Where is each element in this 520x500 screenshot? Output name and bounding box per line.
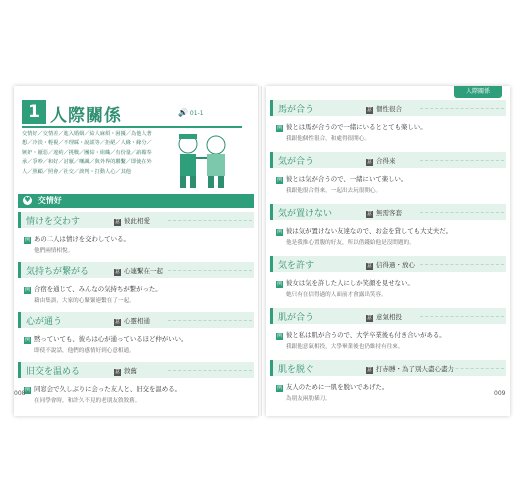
example-text: 黙っていても、彼らは心が通っているほど仲がいい。 — [34, 335, 188, 343]
example-tag-icon: 例 — [276, 281, 282, 287]
divider — [420, 108, 504, 109]
divider — [420, 368, 504, 369]
idiom-entry — [270, 308, 506, 354]
idiom-header — [270, 308, 506, 324]
example-tag-icon: 例 — [276, 125, 282, 131]
idiom-text: 気持ちが繋がる — [26, 267, 90, 277]
chapter-tab: 人際關係 — [454, 86, 502, 98]
divider — [168, 370, 252, 371]
idiom-meaning — [366, 312, 402, 322]
meaning-text: 個性很合 — [376, 105, 402, 113]
speaker-icon: 🔊 — [178, 108, 188, 117]
example-translation: 在同學會時，和許久不見的老朋友敘敘舊。 — [34, 398, 141, 404]
divider — [168, 270, 252, 271]
idiom-meaning — [114, 216, 150, 226]
idiom-header — [270, 360, 506, 376]
example-translation: 即使不說話，他們的感情好到心意相通。 — [34, 348, 135, 354]
divider — [420, 316, 504, 317]
example-translation: 他們兩情相悅。 — [34, 248, 74, 254]
example-sentence — [24, 284, 162, 294]
example-sentence — [276, 226, 452, 236]
example-sentence — [24, 384, 181, 394]
example-sentence — [24, 334, 187, 344]
audio-track[interactable] — [178, 108, 204, 117]
meaning-tag-icon: 意 — [366, 211, 372, 217]
left-page — [14, 86, 258, 416]
example-text: 彼は気が置けない友達なので、お金を貸しても大丈夫だ。 — [286, 227, 453, 235]
idiom-text: 気が合う — [278, 157, 315, 167]
chapter-header — [22, 100, 122, 124]
heart-icon: ♥ — [24, 196, 31, 204]
meaning-tag-icon: 意 — [366, 263, 372, 269]
example-text: 彼とは馬が合うので一緒にいるととても楽しい。 — [286, 123, 427, 131]
example-translation: 為朋友兩肋插刀。 — [286, 396, 331, 402]
meaning-text: 敘舊 — [124, 367, 137, 375]
idiom-text: 気を許す — [278, 261, 315, 271]
idiom-entry — [270, 100, 506, 146]
meaning-tag-icon: 意 — [366, 367, 372, 373]
chapter-intro-text: 交情好／交情差／進入婚姻／給人麻煩・困擾／為他人著想／冷淡・輕視／不理睬・說謊等／拒絕／人緣・緣分／嫉妒・厭惡／違約／挑戰／團結・組織／有份量／諂媚奉承／爭吵／和好／討厭／嘲諷／與外界的聯繫／即使在外人／照顧／照會／社交／談判・打動人心／其他 — [22, 131, 152, 175]
meaning-text: 彼此相愛 — [124, 217, 150, 225]
meaning-tag-icon: 意 — [366, 107, 372, 113]
section-bar — [18, 194, 254, 208]
example-sentence — [276, 174, 407, 184]
section-title: 交情好 — [37, 196, 62, 205]
example-translation: 他是我推心置腹的好友，所以借錢給他是沒問題的。 — [286, 240, 415, 246]
example-tag-icon: 例 — [24, 237, 30, 243]
example-tag-icon: 例 — [24, 337, 30, 343]
idiom-entry — [18, 312, 254, 358]
meaning-text: 合得來 — [376, 157, 396, 165]
example-tag-icon: 例 — [276, 229, 282, 235]
illustration-two-friends-icon — [158, 130, 246, 190]
idiom-meaning — [114, 366, 137, 376]
meaning-tag-icon: 意 — [114, 319, 120, 325]
idiom-header — [18, 362, 254, 378]
example-tag-icon: 例 — [276, 333, 282, 339]
page-number-left: 008 — [14, 390, 26, 397]
idiom-entry — [270, 152, 506, 198]
idiom-text: 旧交を温める — [26, 367, 81, 377]
meaning-tag-icon: 意 — [366, 159, 372, 165]
idiom-header — [270, 256, 506, 272]
meaning-text: 打赤膊・為了別人盡心盡力 — [376, 365, 454, 373]
idiom-meaning — [366, 260, 415, 270]
idiom-text: 馬が合う — [278, 105, 315, 115]
audio-track-label: 01-1 — [189, 110, 204, 117]
example-sentence — [276, 382, 388, 392]
example-tag-icon: 例 — [276, 177, 282, 183]
example-tag-icon: 例 — [276, 385, 282, 391]
idiom-header — [270, 100, 506, 116]
meaning-tag-icon: 意 — [366, 315, 372, 321]
idiom-meaning — [366, 208, 402, 218]
idiom-entry — [270, 360, 506, 406]
chapter-divider — [22, 126, 242, 128]
idiom-meaning — [114, 316, 150, 326]
idiom-entry — [18, 362, 254, 408]
chapter-number: 1 — [22, 100, 46, 124]
example-text: 彼とは気が合うので、一緒にいて楽しい。 — [286, 175, 408, 183]
divider — [168, 220, 252, 221]
right-page — [266, 86, 510, 416]
page-number-right: 009 — [494, 390, 506, 397]
meaning-text: 心連繫在一起 — [124, 267, 163, 275]
idiom-text: 肌が合う — [278, 313, 315, 323]
idiom-entry — [270, 256, 506, 302]
idiom-header — [18, 312, 254, 328]
example-text: 同窓会で久しぶりに会った友人と、旧交を温める。 — [34, 385, 181, 393]
idiom-meaning — [114, 266, 163, 276]
meaning-tag-icon: 意 — [114, 219, 120, 225]
idiom-header — [18, 212, 254, 228]
idiom-meaning — [366, 104, 402, 114]
meaning-text: 意氣相投 — [376, 313, 402, 321]
example-text: 合宿を通じて、みんなの気持ちが繋がった。 — [34, 285, 162, 293]
example-sentence — [276, 330, 446, 340]
idiom-meaning — [366, 364, 454, 374]
example-sentence — [24, 234, 130, 244]
example-tag-icon: 例 — [24, 287, 30, 293]
example-translation: 我跟他很合得來，一起出去玩很開心。 — [286, 188, 382, 194]
example-translation: 她只有在信得過的人面前才會露出笑容。 — [286, 292, 387, 298]
chapter-title: 人際關係 — [50, 106, 122, 126]
meaning-tag-icon: 意 — [114, 269, 120, 275]
example-translation: 我跟他意氣相投，大學畢業後也仍維持有往來。 — [286, 344, 404, 350]
meaning-text: 心靈相通 — [124, 317, 150, 325]
idiom-text: 肌を脱ぐ — [278, 365, 315, 375]
meaning-text: 信得過・放心 — [376, 261, 415, 269]
idiom-entry — [18, 262, 254, 308]
divider — [420, 264, 504, 265]
book-gutter — [258, 86, 262, 416]
idiom-text: 心が通う — [26, 317, 63, 327]
example-sentence — [276, 122, 427, 132]
divider — [168, 320, 252, 321]
example-text: あの二人は情けを交わしている。 — [34, 235, 130, 243]
divider — [420, 160, 504, 161]
idiom-header — [270, 204, 506, 220]
idiom-header — [270, 152, 506, 168]
example-text: 友人のために一肌を脱いであげた。 — [286, 383, 389, 391]
meaning-text: 無需客套 — [376, 209, 402, 217]
divider — [420, 212, 504, 213]
idiom-entry — [18, 212, 254, 258]
idiom-header — [18, 262, 254, 278]
meaning-tag-icon: 意 — [114, 369, 120, 375]
idiom-text: 気が置けない — [278, 209, 333, 219]
example-translation: 我跟他個性很合，和處得很開心。 — [286, 136, 370, 142]
example-text: 彼女は気を許した人にしか笑顔を見せない。 — [286, 279, 414, 287]
example-text: 彼と私は肌が合うので、大学卒業後も付き合いがある。 — [286, 331, 446, 339]
idiom-meaning — [366, 156, 396, 166]
idiom-text: 情けを交わす — [26, 217, 81, 227]
idiom-entry — [270, 204, 506, 250]
example-tag-icon: 例 — [24, 387, 30, 393]
example-translation: 藉由集訓，大家的心緊緊連繫在了一起。 — [34, 298, 135, 304]
example-sentence — [276, 278, 414, 288]
